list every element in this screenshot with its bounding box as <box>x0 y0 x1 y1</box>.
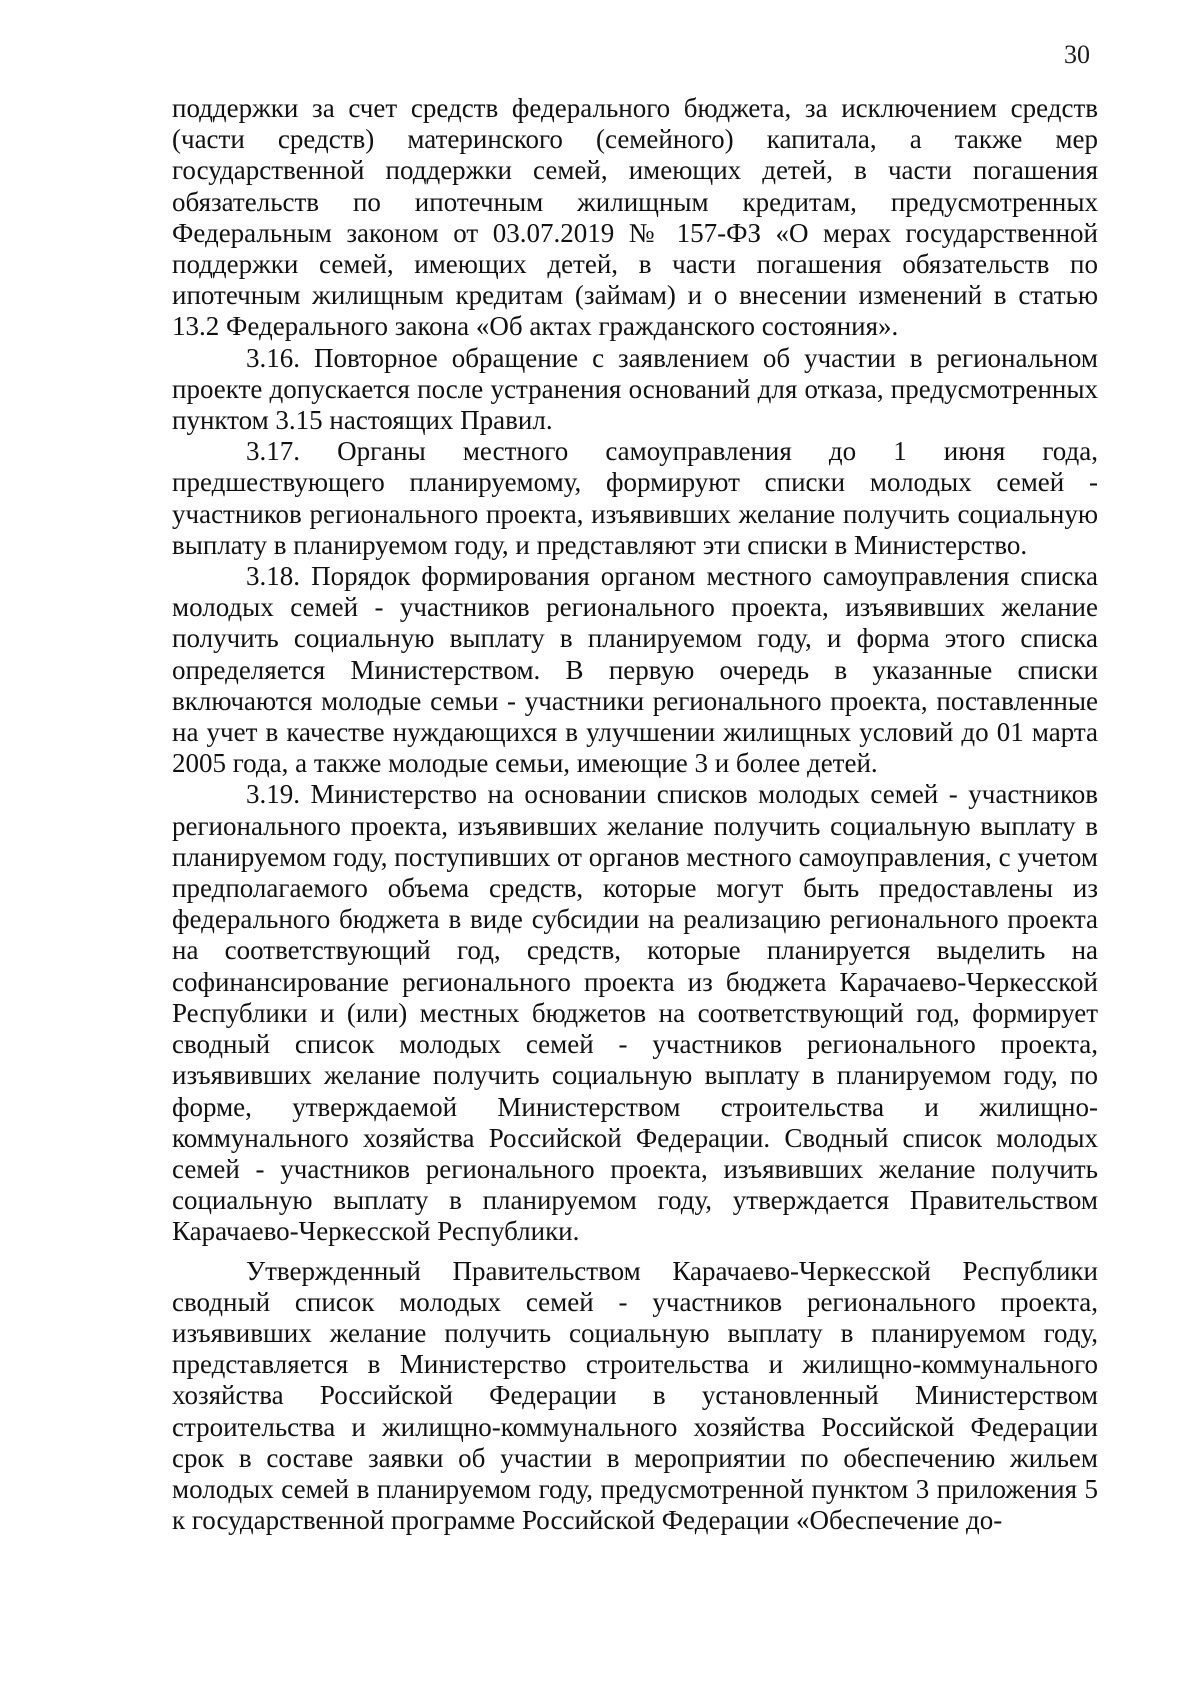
page-number: 30 <box>1064 40 1090 69</box>
paragraph-3-18: 3.18. Порядок формирования органом местного самоуправления списка молодых семей - участников регионального проекта, изъявивших желание получить социальную выплату в планируемом году, и форма этого списка определяется Министерством. В первую очередь в указанные списки включаются молодые семьи - участники регионального проекта, поставленные на учет в качестве нуждающихся в улучшении жилищных условий до 01 марта 2005 года, а также молодые семьи, имеющие 3 и более детей. <box>172 561 1098 779</box>
paragraph-approved-list: Утвержденный Правительством Карачаево-Черкесской Республики сводный список молодых семей - участников регионального проекта, изъявивших желание получить социальную выплату в планируемом году, представляется в Министерство строительства и жилищно-коммунального хозяйства Российской Федерации в установленный Министерством строительства и жилищно-коммунального хозяйства Российской Федерации срок в составе заявки об участии в мероприятии по обеспечению жильем молодых семей в планируемом году, предусмотренной пунктом 3 приложения 5 к государственной программе Российской Федерации «Обеспечение до- <box>172 1255 1098 1536</box>
paragraph-3-16: 3.16. Повторное обращение с заявлением об участии в региональном проекте допускается после устранения оснований для отказа, предусмотренных пунктом 3.15 настоящих Правил. <box>172 342 1098 436</box>
paragraph-3-17: 3.17. Органы местного самоуправления до 1 июня года, предшествующего планируемому, формируют списки молодых семей - участников регионального проекта, изъявивших желание получить социальную выплату в планируемом году, и представляют эти списки в Министерство. <box>172 436 1098 560</box>
paragraph-3-19: 3.19. Министерство на основании списков молодых семей - участников регионального проекта, изъявивших желание получить социальную выплату в планируемом году, поступивших от органов местного самоуправления, с учетом предполагаемого объема средств, которые могут быть предоставлены из федерального бюджета в виде субсидии на реализацию регионального проекта на соответствующий год, средств, которые планируется выделить на софинансирование регионального проекта из бюджета Карачаево-Черкесской Республики и (или) местных бюджетов на соответствующий год, формирует сводный список молодых семей - участников регионального проекта, изъявивших желание получить социальную выплату в планируемом году, по форме, утверждаемой Министерством строительства и жилищно-коммунального хозяйства Российской Федерации. Сводный список молодых семей - участников регионального проекта, изъявивших желание получить социальную выплату в планируемом году, утверждается Правительством Карачаево-Черкесской Республики. <box>172 779 1098 1247</box>
paragraph-continuation: поддержки за счет средств федерального бюджета, за исключением средств (части средств) материнского (семейного) капитала, а также мер государственной поддержки семей, имеющих детей, в части погашения обязательств по ипотечным жилищным кредитам, предусмотренных Федеральным законом от 03.07.2019 № 157-ФЗ «О мерах государственной поддержки семей, имеющих детей, в части погашения обязательств по ипотечным жилищным кредитам (займам) и о внесении изменений в статью 13.2 Федерального закона «Об актах гражданского состояния». <box>172 93 1098 342</box>
document-body <box>172 93 1098 1536</box>
